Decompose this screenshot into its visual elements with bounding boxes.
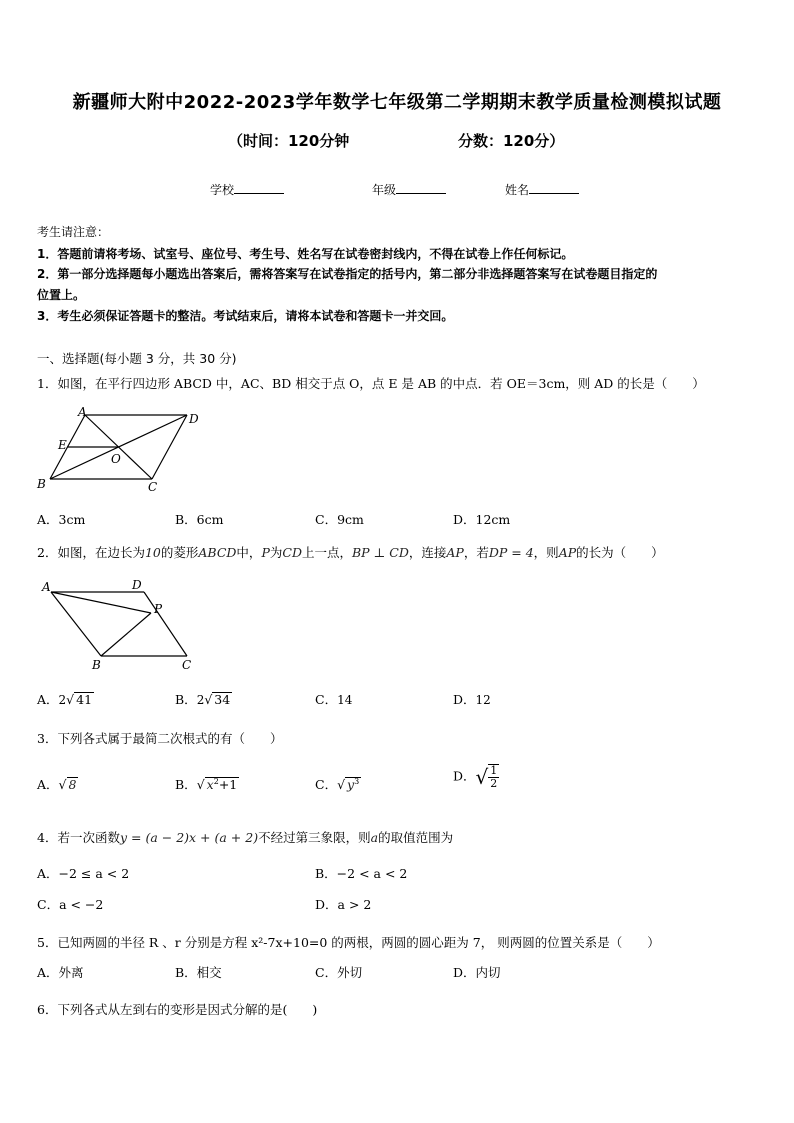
question-2-option-a[interactable]: A．2√ 41 <box>37 692 93 707</box>
question-3-option-b[interactable]: B．√ $x^2+1$ <box>175 776 238 792</box>
question-1-figure <box>35 405 210 493</box>
question-2-stem: 2．如图，在边长为10的菱形ABCD中，P为CD上一点，BP ⊥ CD，连接AP，若DP = 4，则AP的长为（ ） <box>37 545 664 560</box>
name-blank <box>529 181 579 194</box>
question-4-stem: 4．若一次函数y = (a − 2)x + (a + 2)不经过第三象限，则a的取值范围为 <box>37 830 454 845</box>
exam-title: 新疆师大附中2022-2023学年数学七年级第二学期期末教学质量检测模拟试题 <box>72 92 722 113</box>
question-3-option-c[interactable]: C．√ $y^3$ <box>315 776 360 792</box>
label-o: O <box>111 452 121 466</box>
question-2-option-d[interactable]: D．12 <box>453 692 491 707</box>
segment-bp <box>101 613 151 656</box>
school-blank <box>234 181 284 194</box>
notes-heading: 考生请注意： <box>37 225 110 239</box>
edge-cd <box>152 415 187 479</box>
edge-dc <box>144 592 187 656</box>
note-item: 2．第一部分选择题每小题选出答案后，需将答案写在试卷指定的括号内，第二部分非选择题答案写在试卷题目指定的 <box>37 267 658 281</box>
question-1-option-b[interactable]: B．6cm <box>175 512 224 527</box>
grade-blank <box>396 181 446 194</box>
label-a: A <box>78 405 87 419</box>
label-p: P <box>154 602 163 616</box>
note-item: 1．答题前请将考场、试室号、座位号、考生号、姓名写在试卷密封线内，不得在试卷上作任何标记。 <box>37 247 574 261</box>
question-4-option-d[interactable]: D．a > 2 <box>315 897 372 912</box>
segment-ap <box>51 592 151 613</box>
question-1-stem: 1．如图，在平行四边形 ABCD 中，AC、BD 相交于点 O，点 E 是 AB 的中点．若 OE＝3cm，则 AD 的长是（ ） <box>37 376 705 391</box>
question-1-option-d[interactable]: D．12cm <box>453 512 511 527</box>
question-5-option-b[interactable]: B．相交 <box>175 965 222 980</box>
name-field[interactable] <box>505 181 579 198</box>
question-6-stem: 6．下列各式从左到右的变形是因式分解的是( ) <box>37 1002 318 1017</box>
question-2-figure <box>37 575 202 675</box>
grade-label: 年级 <box>372 183 397 197</box>
label-b: B <box>92 658 101 672</box>
question-4-option-a[interactable]: A．−2 ≤ a < 2 <box>37 866 130 881</box>
question-2-option-b[interactable]: B．2√ 34 <box>175 692 231 707</box>
label-d: D <box>189 412 199 426</box>
question-5-option-a[interactable]: A．外离 <box>37 965 84 980</box>
note-item: 位置上。 <box>37 288 86 302</box>
label-e: E <box>58 438 67 452</box>
exam-time: （时间：120分钟 <box>228 132 350 150</box>
name-label: 姓名 <box>505 183 530 197</box>
question-5-option-d[interactable]: D．内切 <box>453 965 501 980</box>
question-4-option-c[interactable]: C．a < −2 <box>37 897 104 912</box>
question-1-option-c[interactable]: C．9cm <box>315 512 364 527</box>
exam-score: 分数：120分） <box>458 132 565 150</box>
note-item: 3．考生必须保证答题卡的整洁。考试结束后，请将本试卷和答题卡一并交回。 <box>37 309 454 323</box>
question-3-option-a[interactable]: A．√ 8 <box>37 777 77 792</box>
question-5-option-c[interactable]: C．外切 <box>315 965 363 980</box>
question-3-stem: 3．下列各式属于最简二次根式的有（ ） <box>37 731 283 746</box>
label-d: D <box>132 578 142 592</box>
section-heading: 一、选择题(每小题 3 分，共 30 分) <box>37 351 237 366</box>
question-2-option-c[interactable]: C．14 <box>315 692 353 707</box>
label-c: C <box>148 480 158 493</box>
question-4-option-b[interactable]: B．−2 < a < 2 <box>315 866 408 881</box>
question-3-option-d[interactable]: D．√ $\frac{1}{2}$ <box>453 764 498 791</box>
school-label: 学校 <box>210 183 235 197</box>
label-b: B <box>37 477 46 491</box>
school-field[interactable] <box>210 181 284 198</box>
edge-ab <box>51 592 101 656</box>
question-1-option-a[interactable]: A．3cm <box>37 512 86 527</box>
label-a: A <box>42 580 51 594</box>
grade-field[interactable] <box>372 181 446 198</box>
question-5-stem: 5．已知两圆的半径 R 、r 分别是方程 x²-7x+10=0 的两根，两圆的圆心距为 7， 则两圆的位置关系是（ ） <box>37 935 660 950</box>
label-c: C <box>182 658 192 672</box>
